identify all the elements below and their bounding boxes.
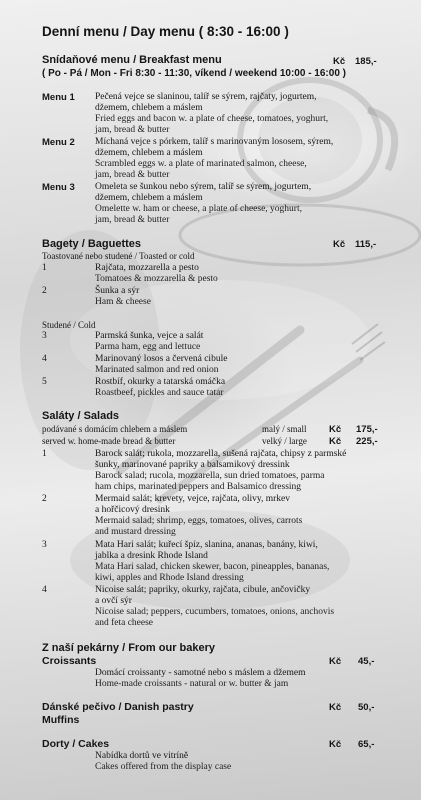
salad-1-line-2: šunky, marinované papriky a balsamikový dressink <box>95 460 290 470</box>
baguettes-currency: Kč <box>333 239 346 250</box>
baguettes-price: 115,- <box>355 239 377 250</box>
baguette-2-en: Ham & cheese <box>95 297 151 307</box>
baguette-3-cz: Parmská šunka, vejce a salát <box>95 331 204 341</box>
baguette-4-cz: Marinovaný losos a červená cibule <box>95 354 228 364</box>
menu-3-en-line-1: Omelette w. ham or cheese, a plate of cheese, yoghurt, <box>95 204 302 214</box>
cakes-heading: Dorty / Cakes <box>42 738 110 750</box>
salad-1-number: 1 <box>42 449 47 459</box>
salads-heading: Saláty / Salads <box>42 410 120 422</box>
menu-1-en-line-1: Fried eggs and bacon w. a plate of cheese, tomatoes, yoghurt, <box>95 114 329 124</box>
menu-3-label: Menu 3 <box>42 182 75 193</box>
breakfast-heading: Snídaňové menu / Breakfast menu <box>42 54 222 66</box>
baguettes-toasted-label: Toastované nebo studené / Toasted or cold <box>42 251 195 261</box>
salad-2-line-1: Mermaid salát; krevety, vejce, rajčata, olivy, mrkev <box>95 494 291 504</box>
croissants-heading: Croissants <box>42 655 97 667</box>
salad-2-number: 2 <box>42 494 47 504</box>
baguette-4-en: Marinated salmon and red onion <box>95 365 219 375</box>
cakes-price: 65,- <box>358 739 375 750</box>
baguette-1-en: Tomatoes & mozzarella & pesto <box>95 274 218 284</box>
salad-1-line-3: Barock salad; rucola, mozzarella, sun dried tomatoes, parma <box>95 471 325 481</box>
salad-2-line-2: a hořčicový dresink <box>95 505 170 515</box>
breakfast-price: 185,- <box>355 56 377 67</box>
salad-4-line-3: Nicoise salad; peppers, cucumbers, tomatoes, onions, anchovis <box>95 607 335 617</box>
menu-3-en-line-2: jam, bread & butter <box>95 215 170 225</box>
salads-served-en: served w. home-made bread & butter <box>42 436 176 446</box>
menu-2-cz-line-1: Míchaná vejce s pórkem, talíř s marinovaným lososem, sýrem, <box>95 137 334 147</box>
salads-served-cz: podávané s domácím chlebem a máslem <box>42 424 188 434</box>
salad-4-number: 4 <box>42 585 47 595</box>
breakfast-hours: ( Po - Pá / Mon - Fri 8:30 - 11:30, víkend / weekend 10:00 - 16:00 ) <box>42 68 346 79</box>
baguette-5-en: Roastbeef, pickles and sauce tatar <box>95 388 224 398</box>
baguette-2-number: 2 <box>42 286 47 296</box>
cakes-currency: Kč <box>329 739 342 750</box>
cakes-en: Cakes offered from the display case <box>95 762 232 772</box>
salad-1-line-4: ham chips, marinated peppers and Balsamico dressing <box>95 482 302 492</box>
bakery-heading: Z naší pekárny / From our bakery <box>42 642 216 654</box>
salad-size-large: velký / large <box>262 436 307 446</box>
salad-2-line-4: and mustard dressing <box>95 527 176 537</box>
salad-1-line-1: Barock salát; rukola, mozzarella, sušená rajčata, chipsy z parmské <box>95 449 347 459</box>
salad-2-line-3: Mermaid salad; shrimp, eggs, tomatoes, olives, carrots <box>95 516 303 526</box>
menu-2-en-line-2: jam, bread & butter <box>95 170 170 180</box>
menu-1-cz-line-1: Pečená vejce se slaninou, talíř se sýrem, rajčaty, jogurtem, <box>95 92 317 102</box>
muffins-heading: Muffins <box>42 714 80 726</box>
salad-3-line-2: jablka a dresink Rhode Island <box>95 551 208 561</box>
salad-3-line-3: Mata Hari salad, chicken skewer, bacon, pineapples, bananas, <box>95 562 330 572</box>
salad-3-line-1: Mata Hari salát; kuřecí špíz, slanina, ananas, banány, kiwi, <box>95 540 318 550</box>
baguette-1-number: 1 <box>42 263 47 273</box>
baguette-3-en: Parma ham, egg and lettuce <box>95 342 201 352</box>
croissants-cz: Domácí croissanty - samotné nebo s máslem a džemem <box>95 668 306 678</box>
salad-size-small: malý / small <box>262 424 307 434</box>
salad-4-line-4: and feta cheese <box>95 618 154 628</box>
salad-small-price: 175,- <box>356 424 378 435</box>
baguettes-cold-label: Studené / Cold <box>42 320 96 330</box>
danish-currency: Kč <box>329 702 342 713</box>
salad-3-line-4: kiwi, apples and Rhode Island dressing <box>95 573 244 583</box>
baguette-4-number: 4 <box>42 354 47 364</box>
menu-2-label: Menu 2 <box>42 137 75 148</box>
menu-2-cz-line-2: džemem, chlebem a máslem <box>95 148 203 158</box>
breakfast-currency: Kč <box>333 56 346 67</box>
menu-3-cz-line-1: Omeleta se šunkou nebo sýrem, talíř se sýrem, jogurtem, <box>95 182 312 192</box>
croissants-en: Home-made croissants - natural or w. butter & jam <box>95 679 289 689</box>
menu-2-en-line-1: Scrambled eggs w. a plate of marinated salmon, cheese, <box>95 159 307 169</box>
menu-1-en-line-2: jam, bread & butter <box>95 125 170 135</box>
menu-1-cz-line-2: džemem, chlebem a máslem <box>95 103 203 113</box>
baguettes-heading: Bagety / Baguettes <box>42 238 142 250</box>
baguette-5-cz: Rostbíf, okurky a tatarská omáčka <box>95 377 226 387</box>
menu-1-label: Menu 1 <box>42 92 75 103</box>
cakes-cz: Nabídka dortů ve vitríně <box>95 751 189 761</box>
baguette-1-cz: Rajčata, mozzarella a pesto <box>95 263 199 273</box>
danish-heading: Dánské pečivo / Danish pastry <box>42 701 194 713</box>
salad-3-number: 3 <box>42 540 47 550</box>
menu-title: Denní menu / Day menu ( 8:30 - 16:00 ) <box>42 24 289 39</box>
salad-large-price: 225,- <box>356 436 378 447</box>
croissants-price: 45,- <box>358 656 375 667</box>
salad-small-currency: Kč <box>329 424 342 435</box>
danish-price: 50,- <box>358 702 375 713</box>
salad-large-currency: Kč <box>329 436 342 447</box>
croissants-currency: Kč <box>329 656 342 667</box>
salad-4-line-1: Nicoise salát; papriky, okurky, rajčata, cibule, ančovičky <box>95 585 311 595</box>
salad-4-line-2: a ovčí sýr <box>95 596 132 606</box>
menu-3-cz-line-2: džemem, chlebem a máslem <box>95 193 203 203</box>
baguette-2-cz: Šunka a sýr <box>95 286 140 296</box>
baguette-5-number: 5 <box>42 377 47 387</box>
baguette-3-number: 3 <box>42 331 47 341</box>
